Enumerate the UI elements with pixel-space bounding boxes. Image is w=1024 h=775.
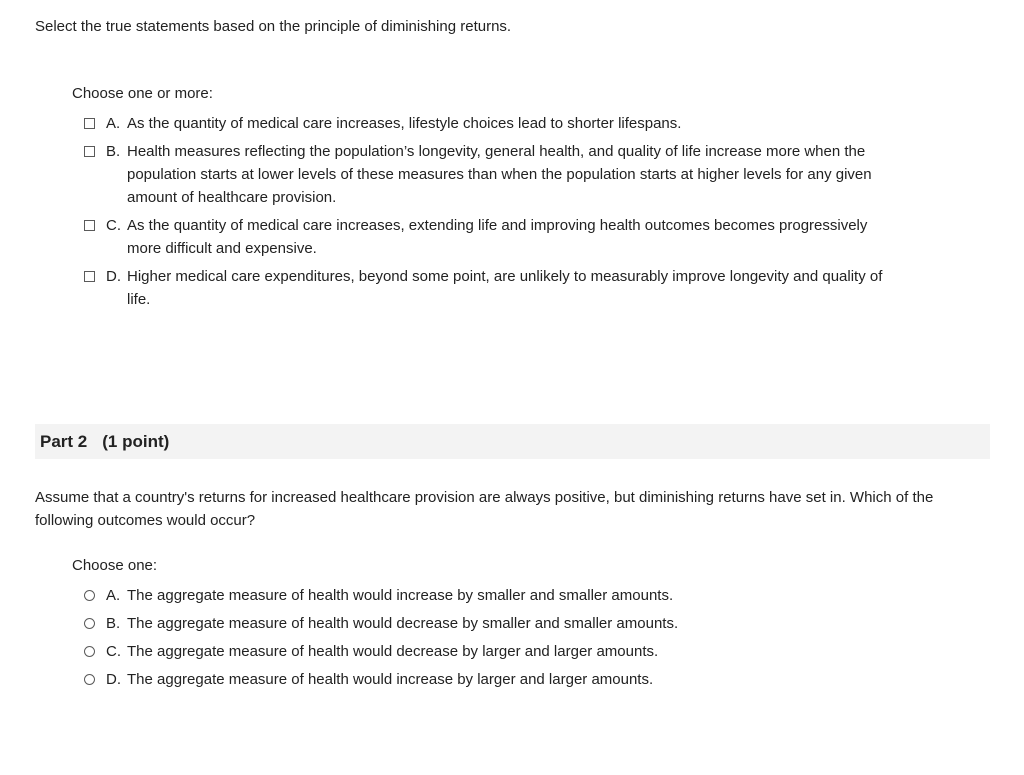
- radio-button-icon[interactable]: [84, 590, 95, 601]
- radio-option-c[interactable]: [82, 640, 892, 668]
- option-text: Health measures reflecting the population’s longevity, general health, and quality of life increase more when the population starts at lower levels of these measures than when the population starts at higher levels for any given amount of healthcare provision.: [127, 143, 872, 206]
- radio-option-d[interactable]: [82, 668, 892, 696]
- question-1-prompt: Select the true statements based on the principle of diminishing returns.: [35, 18, 512, 35]
- radio-button-icon[interactable]: [84, 646, 95, 657]
- checkbox-option-d[interactable]: [82, 265, 892, 311]
- checkbox-icon[interactable]: [84, 118, 95, 129]
- checkbox-icon[interactable]: [84, 220, 95, 231]
- part-points: (1 point): [102, 431, 170, 451]
- radio-option-b[interactable]: [82, 612, 892, 640]
- option-text: As the quantity of medical care increases, extending life and improving health outcomes becomes progressively more difficult and expensive.: [127, 217, 868, 257]
- radio-button-icon[interactable]: [84, 618, 95, 629]
- question-2-prompt: Assume that a country's returns for increased healthcare provision are always positive, but diminishing returns have set in. Which of the following outcomes would occur?: [35, 489, 934, 529]
- option-text: The aggregate measure of health would increase by larger and larger amounts.: [127, 671, 654, 688]
- option-letter: C.: [106, 643, 121, 660]
- checkbox-icon[interactable]: [84, 271, 95, 282]
- part-2-header: [35, 424, 990, 459]
- option-letter: A.: [106, 587, 121, 604]
- choose-one-label: Choose one:: [72, 557, 158, 574]
- question-2-options: [82, 584, 892, 696]
- option-letter: A.: [106, 115, 121, 132]
- option-letter: D.: [106, 268, 121, 285]
- option-letter: D.: [106, 671, 121, 688]
- checkbox-icon[interactable]: [84, 146, 95, 157]
- radio-option-a[interactable]: [82, 584, 892, 612]
- option-letter: C.: [106, 217, 121, 234]
- part-title: Part 2: [40, 431, 88, 451]
- question-1-options: [82, 112, 892, 311]
- option-text: The aggregate measure of health would increase by smaller and smaller amounts.: [127, 587, 674, 604]
- option-text: As the quantity of medical care increases, lifestyle choices lead to shorter lifespans.: [127, 115, 682, 132]
- option-letter: B.: [106, 615, 121, 632]
- option-text: The aggregate measure of health would decrease by larger and larger amounts.: [127, 643, 659, 660]
- option-text: Higher medical care expenditures, beyond some point, are unlikely to measurably improve longevity and quality of life.: [127, 268, 883, 308]
- radio-button-icon[interactable]: [84, 674, 95, 685]
- checkbox-option-a[interactable]: [82, 112, 892, 140]
- checkbox-option-c[interactable]: [82, 214, 892, 265]
- checkbox-option-b[interactable]: [82, 140, 892, 214]
- choose-one-or-more-label: Choose one or more:: [72, 85, 213, 102]
- option-text: The aggregate measure of health would decrease by smaller and smaller amounts.: [127, 615, 679, 632]
- option-letter: B.: [106, 143, 121, 160]
